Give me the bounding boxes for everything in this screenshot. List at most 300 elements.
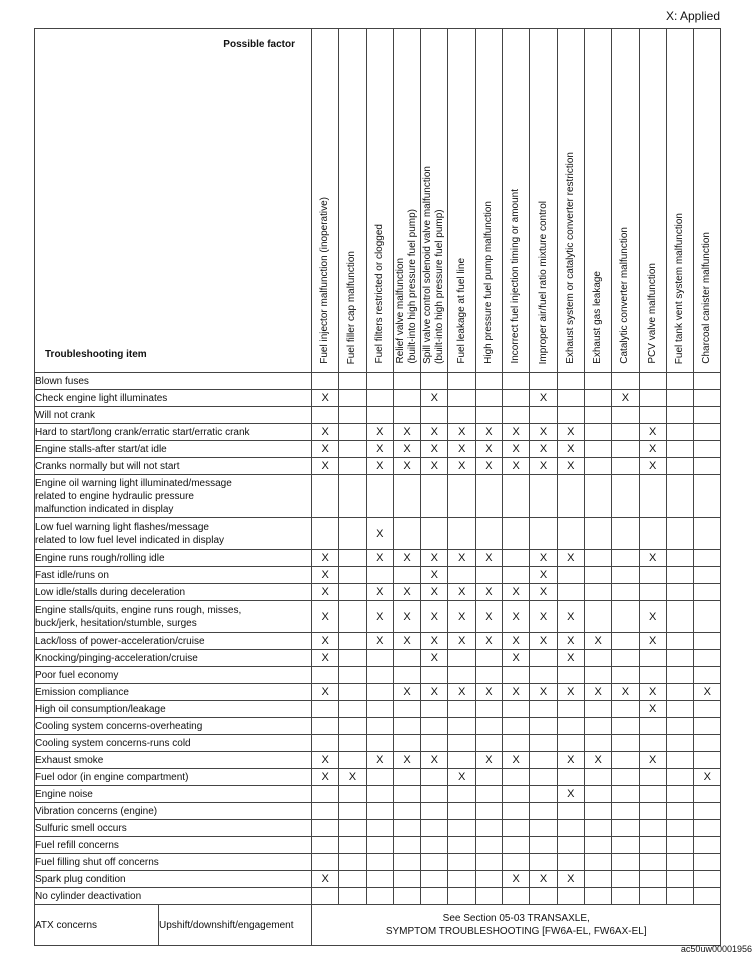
applied-mark-cell: X — [557, 441, 584, 458]
troubleshooting-item-text: Fast idle/runs on — [35, 569, 109, 581]
applied-mark-cell — [475, 735, 502, 752]
factor-label — [456, 258, 468, 364]
applied-mark-cell — [584, 424, 611, 441]
applied-mark-cell — [584, 650, 611, 667]
applied-mark-cell: X — [639, 701, 666, 718]
applied-mark-cell — [612, 718, 639, 735]
applied-mark-cell — [530, 786, 557, 803]
applied-mark-cell: X — [421, 424, 448, 441]
applied-mark-cell — [584, 820, 611, 837]
table-row — [35, 735, 721, 752]
applied-mark-cell — [312, 854, 339, 871]
applied-mark-cell — [612, 735, 639, 752]
factor-label — [374, 224, 386, 364]
factor-label-line: Incorrect fuel injection timing or amount — [510, 189, 522, 364]
applied-mark-cell — [312, 667, 339, 684]
applied-mark-cell: X — [366, 441, 393, 458]
troubleshooting-item-text: High oil consumption/leakage — [35, 703, 166, 715]
troubleshooting-item-text: related to low fuel level indicated in display — [35, 534, 224, 546]
troubleshooting-item-cell — [35, 518, 312, 550]
applied-mark-cell — [584, 518, 611, 550]
applied-mark-cell: X — [503, 650, 530, 667]
applied-mark-cell — [421, 735, 448, 752]
applied-mark-cell — [612, 752, 639, 769]
applied-mark-cell — [694, 718, 721, 735]
applied-mark-cell: X — [421, 752, 448, 769]
applied-mark-cell — [475, 475, 502, 518]
applied-mark-cell — [312, 786, 339, 803]
applied-mark-cell: X — [312, 567, 339, 584]
troubleshooting-item-cell — [35, 803, 312, 820]
troubleshooting-item-cell — [35, 820, 312, 837]
applied-mark-cell — [339, 601, 366, 633]
applied-mark-cell — [584, 441, 611, 458]
applied-mark-cell — [639, 888, 666, 905]
applied-mark-cell — [694, 441, 721, 458]
factor-header-cell — [666, 29, 693, 373]
applied-mark-cell — [421, 786, 448, 803]
applied-mark-cell — [339, 633, 366, 650]
troubleshooting-item-text: Will not crank — [35, 409, 96, 421]
applied-mark-cell — [666, 684, 693, 701]
factor-header-cell — [339, 29, 366, 373]
applied-mark-cell: X — [312, 769, 339, 786]
applied-mark-cell: X — [339, 769, 366, 786]
applied-mark-cell — [475, 667, 502, 684]
troubleshooting-item-cell — [35, 769, 312, 786]
applied-mark-cell — [584, 786, 611, 803]
applied-mark-cell — [312, 718, 339, 735]
applied-mark-cell — [475, 854, 502, 871]
applied-mark-cell: X — [530, 871, 557, 888]
applied-mark-cell — [666, 752, 693, 769]
applied-mark-cell — [584, 718, 611, 735]
atx-row — [35, 905, 721, 946]
applied-mark-cell — [584, 373, 611, 390]
applied-mark-cell — [339, 667, 366, 684]
troubleshooting-item-text: Blown fuses — [35, 375, 89, 387]
applied-mark-cell: X — [312, 752, 339, 769]
troubleshooting-item-text: malfunction indicated in display — [35, 503, 174, 515]
troubleshooting-item-text: Cooling system concerns-overheating — [35, 720, 203, 732]
applied-mark-cell: X — [475, 684, 502, 701]
applied-mark-cell — [448, 854, 475, 871]
applied-mark-cell — [530, 752, 557, 769]
applied-mark-cell — [666, 601, 693, 633]
applied-mark-cell — [612, 633, 639, 650]
applied-mark-cell — [312, 518, 339, 550]
troubleshooting-item-cell — [35, 684, 312, 701]
applied-mark-cell — [557, 888, 584, 905]
troubleshooting-table — [34, 28, 721, 946]
applied-mark-cell — [639, 518, 666, 550]
applied-mark-cell — [448, 871, 475, 888]
applied-mark-cell — [503, 718, 530, 735]
applied-mark-cell: X — [503, 458, 530, 475]
troubleshooting-item-cell — [35, 584, 312, 601]
troubleshooting-item-text: Engine runs rough/rolling idle — [35, 552, 165, 564]
applied-mark-cell — [557, 407, 584, 424]
applied-mark-cell — [584, 390, 611, 407]
applied-mark-cell — [612, 871, 639, 888]
applied-mark-cell: X — [312, 633, 339, 650]
applied-mark-cell — [666, 567, 693, 584]
applied-mark-cell: X — [557, 684, 584, 701]
applied-mark-cell: X — [557, 458, 584, 475]
applied-mark-cell — [530, 820, 557, 837]
table-row — [35, 769, 721, 786]
applied-mark-cell: X — [448, 633, 475, 650]
troubleshooting-item-text: Engine stalls/quits, engine runs rough, misses, — [35, 604, 242, 616]
applied-mark-cell — [339, 518, 366, 550]
applied-mark-cell: X — [503, 601, 530, 633]
troubleshooting-item-cell — [35, 390, 312, 407]
applied-mark-cell — [421, 888, 448, 905]
applied-mark-cell: X — [312, 390, 339, 407]
applied-mark-cell — [639, 373, 666, 390]
troubleshooting-item-cell — [35, 735, 312, 752]
applied-mark-cell: X — [421, 390, 448, 407]
factor-header-row — [35, 29, 721, 373]
applied-mark-cell — [366, 837, 393, 854]
possible-factor-label: Possible factor — [223, 39, 295, 50]
applied-mark-cell: X — [557, 601, 584, 633]
factor-label-line: Fuel leakage at fuel line — [455, 258, 467, 364]
applied-mark-cell: X — [393, 550, 420, 567]
applied-mark-cell: X — [366, 550, 393, 567]
applied-mark-cell — [557, 701, 584, 718]
troubleshooting-item-cell — [35, 601, 312, 633]
troubleshooting-item-cell — [35, 475, 312, 518]
applied-mark-cell — [584, 701, 611, 718]
applied-mark-cell — [666, 584, 693, 601]
applied-mark-cell — [475, 803, 502, 820]
applied-mark-cell — [666, 803, 693, 820]
applied-mark-cell — [475, 567, 502, 584]
applied-mark-cell — [475, 373, 502, 390]
factor-header-cell — [503, 29, 530, 373]
applied-mark-cell: X — [639, 684, 666, 701]
applied-mark-cell — [366, 871, 393, 888]
applied-mark-cell — [584, 601, 611, 633]
applied-mark-cell — [694, 584, 721, 601]
troubleshooting-item-text: Engine noise — [35, 788, 93, 800]
applied-mark-cell — [339, 837, 366, 854]
troubleshooting-item-text: Hard to start/long crank/erratic start/erratic crank — [35, 426, 250, 438]
troubleshooting-item-text: related to engine hydraulic pressure — [35, 490, 194, 502]
applied-mark-cell: X — [366, 518, 393, 550]
applied-mark-cell — [503, 735, 530, 752]
applied-mark-cell — [694, 786, 721, 803]
factor-header-cell — [639, 29, 666, 373]
applied-mark-cell — [421, 407, 448, 424]
applied-mark-cell — [312, 407, 339, 424]
applied-mark-cell: X — [503, 633, 530, 650]
applied-mark-cell: X — [503, 752, 530, 769]
applied-mark-cell: X — [393, 633, 420, 650]
table-row — [35, 650, 721, 667]
applied-mark-cell — [639, 871, 666, 888]
applied-mark-cell — [557, 803, 584, 820]
applied-mark-cell: X — [475, 458, 502, 475]
applied-mark-cell — [366, 390, 393, 407]
applied-mark-cell — [612, 550, 639, 567]
applied-mark-cell — [530, 769, 557, 786]
applied-mark-cell — [339, 550, 366, 567]
applied-mark-cell: X — [530, 584, 557, 601]
applied-mark-cell — [339, 424, 366, 441]
applied-mark-cell — [339, 407, 366, 424]
applied-mark-cell — [393, 518, 420, 550]
applied-mark-cell — [312, 701, 339, 718]
factor-label — [538, 201, 550, 364]
applied-mark-cell — [339, 701, 366, 718]
applied-mark-cell — [339, 584, 366, 601]
applied-mark-cell — [421, 837, 448, 854]
applied-mark-cell: X — [639, 550, 666, 567]
applied-mark-cell — [366, 854, 393, 871]
troubleshooting-item-text: Knocking/pinging-acceleration/cruise — [35, 652, 198, 664]
applied-mark-cell — [694, 803, 721, 820]
factor-label — [510, 189, 522, 364]
applied-mark-cell — [612, 769, 639, 786]
applied-mark-cell: X — [694, 684, 721, 701]
applied-mark-cell — [393, 567, 420, 584]
applied-mark-cell — [584, 854, 611, 871]
troubleshooting-item-cell — [35, 752, 312, 769]
applied-mark-cell — [393, 667, 420, 684]
applied-mark-cell — [584, 888, 611, 905]
applied-mark-cell — [393, 803, 420, 820]
applied-mark-cell — [393, 373, 420, 390]
troubleshooting-item-cell — [35, 871, 312, 888]
applied-mark-cell: X — [393, 424, 420, 441]
applied-mark-cell — [694, 752, 721, 769]
applied-mark-cell — [557, 718, 584, 735]
factor-label — [674, 213, 686, 364]
troubleshooting-item-text: Engine oil warning light illuminated/message — [35, 477, 232, 489]
applied-mark-cell — [421, 769, 448, 786]
troubleshooting-item-cell — [35, 888, 312, 905]
applied-mark-cell — [393, 769, 420, 786]
applied-mark-cell — [557, 567, 584, 584]
applied-mark-cell: X — [448, 441, 475, 458]
table-row — [35, 407, 721, 424]
table-row — [35, 837, 721, 854]
applied-mark-cell: X — [421, 633, 448, 650]
table-row — [35, 701, 721, 718]
applied-mark-cell — [612, 567, 639, 584]
applied-mark-cell: X — [312, 684, 339, 701]
applied-mark-cell — [312, 475, 339, 518]
troubleshooting-item-cell — [35, 567, 312, 584]
applied-mark-cell: X — [366, 584, 393, 601]
applied-mark-cell — [475, 650, 502, 667]
applied-mark-cell — [448, 820, 475, 837]
applied-mark-cell — [666, 820, 693, 837]
applied-mark-cell — [694, 458, 721, 475]
applied-mark-cell — [312, 735, 339, 752]
applied-mark-cell — [448, 373, 475, 390]
applied-mark-cell — [448, 718, 475, 735]
troubleshooting-item-cell — [35, 550, 312, 567]
applied-mark-cell: X — [421, 550, 448, 567]
applied-mark-cell — [503, 407, 530, 424]
applied-mark-cell — [530, 667, 557, 684]
applied-mark-cell — [584, 871, 611, 888]
applied-mark-cell: X — [503, 684, 530, 701]
atx-note-line: SYMPTOM TROUBLESHOOTING [FW6A-EL, FW6AX-EL] — [385, 926, 647, 937]
troubleshooting-item-cell — [35, 667, 312, 684]
table-row — [35, 390, 721, 407]
applied-mark-cell — [421, 803, 448, 820]
applied-mark-cell — [666, 407, 693, 424]
applied-mark-cell: X — [475, 424, 502, 441]
table-row — [35, 871, 721, 888]
applied-mark-cell — [584, 550, 611, 567]
applied-mark-cell: X — [639, 458, 666, 475]
applied-mark-cell — [530, 373, 557, 390]
factor-header-cell — [393, 29, 420, 373]
applied-mark-cell — [639, 820, 666, 837]
applied-mark-cell — [339, 567, 366, 584]
troubleshooting-item-text: Fuel refill concerns — [35, 839, 119, 851]
table-row — [35, 752, 721, 769]
legend-text: X: Applied — [665, 9, 720, 23]
applied-mark-cell: X — [557, 786, 584, 803]
factor-label-line: (built-into high pressure fuel pump) — [407, 209, 419, 364]
troubleshooting-item-text: Vibration concerns (engine) — [35, 805, 158, 817]
applied-mark-cell: X — [475, 601, 502, 633]
applied-mark-cell: X — [612, 390, 639, 407]
applied-mark-cell — [639, 786, 666, 803]
factor-label-line: PCV valve malfunction — [646, 263, 658, 364]
applied-mark-cell — [666, 837, 693, 854]
applied-mark-cell — [421, 854, 448, 871]
applied-mark-cell — [339, 854, 366, 871]
applied-mark-cell — [639, 407, 666, 424]
applied-mark-cell — [639, 735, 666, 752]
factor-label-line: High pressure fuel pump malfunction — [482, 201, 494, 364]
applied-mark-cell — [475, 871, 502, 888]
applied-mark-cell — [366, 888, 393, 905]
applied-mark-cell — [557, 390, 584, 407]
troubleshooting-item-cell — [35, 441, 312, 458]
applied-mark-cell: X — [312, 650, 339, 667]
applied-mark-cell — [584, 667, 611, 684]
factor-header-cell — [612, 29, 639, 373]
factor-label-line: Fuel tank vent system malfunction — [674, 212, 685, 364]
factor-label — [565, 152, 577, 364]
applied-mark-cell: X — [448, 550, 475, 567]
applied-mark-cell: X — [530, 424, 557, 441]
applied-mark-cell — [366, 373, 393, 390]
applied-mark-cell — [448, 735, 475, 752]
applied-mark-cell — [530, 735, 557, 752]
applied-mark-cell — [448, 786, 475, 803]
factor-label-line: (built-into high pressure fuel pump) — [434, 209, 446, 364]
applied-mark-cell — [584, 475, 611, 518]
applied-mark-cell — [393, 854, 420, 871]
applied-mark-cell — [339, 786, 366, 803]
applied-mark-cell — [475, 701, 502, 718]
applied-mark-cell — [694, 837, 721, 854]
applied-mark-cell — [366, 718, 393, 735]
applied-mark-cell — [339, 684, 366, 701]
applied-mark-cell — [694, 820, 721, 837]
applied-mark-cell — [666, 871, 693, 888]
applied-mark-cell — [421, 667, 448, 684]
applied-mark-cell — [530, 718, 557, 735]
table-row — [35, 458, 721, 475]
applied-mark-cell — [639, 567, 666, 584]
troubleshooting-item-text: Sulfuric smell occurs — [35, 822, 127, 834]
applied-mark-cell — [448, 650, 475, 667]
applied-mark-cell — [421, 373, 448, 390]
troubleshooting-item-cell — [35, 786, 312, 803]
applied-mark-cell — [530, 854, 557, 871]
applied-mark-cell — [584, 584, 611, 601]
applied-mark-cell: X — [530, 458, 557, 475]
applied-mark-cell — [339, 441, 366, 458]
factor-header-cell — [448, 29, 475, 373]
applied-mark-cell — [612, 854, 639, 871]
applied-mark-cell: X — [366, 633, 393, 650]
applied-mark-cell — [694, 650, 721, 667]
applied-mark-cell: X — [584, 752, 611, 769]
troubleshooting-item-text: Engine stalls-after start/at idle — [35, 443, 167, 455]
applied-mark-cell — [584, 803, 611, 820]
applied-mark-cell — [584, 407, 611, 424]
applied-mark-cell — [530, 650, 557, 667]
applied-mark-cell — [530, 837, 557, 854]
applied-mark-cell — [366, 701, 393, 718]
applied-mark-cell — [666, 735, 693, 752]
applied-mark-cell — [694, 390, 721, 407]
applied-mark-cell: X — [639, 441, 666, 458]
applied-mark-cell: X — [312, 424, 339, 441]
applied-mark-cell — [366, 475, 393, 518]
applied-mark-cell — [366, 684, 393, 701]
applied-mark-cell — [421, 518, 448, 550]
applied-mark-cell — [639, 718, 666, 735]
troubleshooting-item-cell — [35, 650, 312, 667]
troubleshooting-item-cell — [35, 633, 312, 650]
applied-mark-cell — [503, 475, 530, 518]
applied-mark-cell — [666, 475, 693, 518]
applied-mark-cell: X — [421, 441, 448, 458]
applied-mark-cell — [584, 458, 611, 475]
applied-mark-cell — [557, 373, 584, 390]
applied-mark-cell — [393, 475, 420, 518]
applied-mark-cell — [557, 667, 584, 684]
applied-mark-cell: X — [503, 441, 530, 458]
applied-mark-cell — [339, 752, 366, 769]
applied-mark-cell — [694, 888, 721, 905]
applied-mark-cell — [557, 820, 584, 837]
troubleshooting-item-text: Emission compliance — [35, 686, 129, 698]
applied-mark-cell — [557, 854, 584, 871]
troubleshooting-item-cell — [35, 854, 312, 871]
table-row — [35, 718, 721, 735]
troubleshooting-item-text: Lack/loss of power-acceleration/cruise — [35, 635, 205, 647]
applied-mark-cell — [612, 786, 639, 803]
troubleshooting-item-text: Cooling system concerns-runs cold — [35, 737, 191, 749]
factor-header-cell — [421, 29, 448, 373]
applied-mark-cell: X — [530, 550, 557, 567]
applied-mark-cell — [639, 837, 666, 854]
applied-mark-cell: X — [503, 871, 530, 888]
